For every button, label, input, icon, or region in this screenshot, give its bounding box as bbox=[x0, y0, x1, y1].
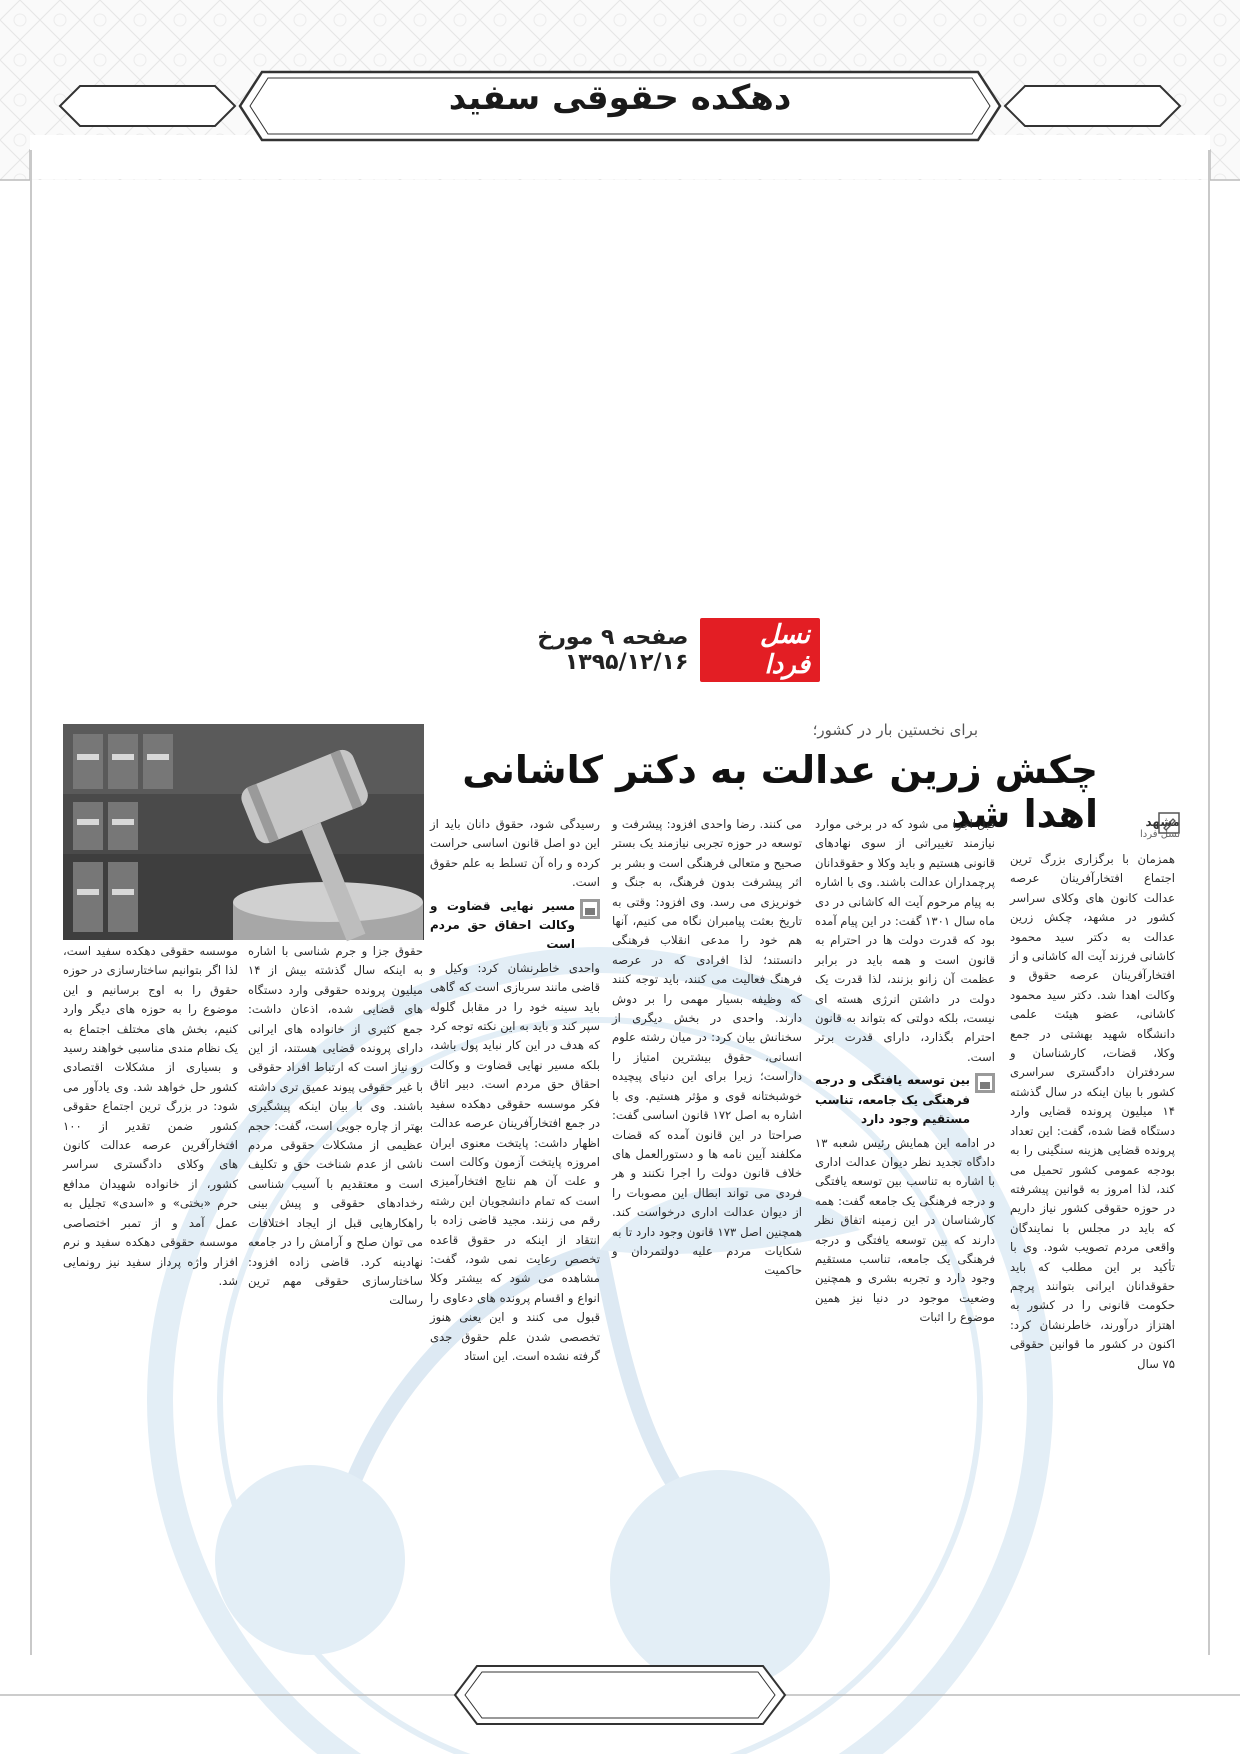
newspaper-logo: نسل فردا bbox=[700, 618, 820, 682]
article-column-1 bbox=[1010, 850, 1175, 1371]
column-text: می کنند. رضا واحدی افزود: پیشرفت و توسعه در حوزه تجربی نیازمند یک بستر صحیح و متعالی فرهنگی است و بشر بر اثر پیشرفت بدون فرهنگ، به جنگ و خونریزی می رسد. وی افزود: وقتی به تاریخ بعثت پیامبران نگاه می کنیم، آنها هم خود را مدعی انقلاب فرهنگی دانستند؛ لذا افرادی که در عرصه فرهنگ فعالیت می کنند، باید توجه کنند که وظیفه بسیار مهمی را بر دوش دارند. واحدی در بخش دیگری از سخنانش بیان کرد: در میان رشته علوم انسانی، حقوق بیشترین امتیاز را داراست؛ زیرا برای این دنیای پیچیده خوشبختانه قوی و مؤثر هستیم. وی با اشاره به اصل ۱۷۲ قانون اساسی گفت: صراحتا در این قانون آمده که قضات مکلفند آیین نامه ها و دستورالعمل های خلاف قانون دولت را اجرا نکنند و هر فردی می تواند ابطال این مصوبات را از دیوان عدالت اداری درخواست کند. همچنین اصل ۱۷۳ قانون وجود دارد تا به شکایات مردم علیه دولتمردان و حاکمیت bbox=[612, 817, 802, 1278]
article-column-5 bbox=[248, 942, 423, 1308]
column-text: واحدی خاطرنشان کرد: وکیل و قاضی مانند سربازی است که گاهی باید سینه خود را در مقابل گلوله سپر کند و باید به این نکته توجه کرد که هدف در این کار نباید پول باشد، بلکه مسیر نهایی قضاوت و وکالت احقاق حق مردم است. دبیر اتاق فکر موسسه حقوقی دهکده سفید در جمع افتخارآفرینان عرصه عدالت اظهار داشت: پایتخت معنوی ایران امروزه پایتخت آزمون وکالت است و علت آن هم نتایج افتخارآمیزی است که تمام دانشجویان این رشته رقم می زنند. مجید قاضی زاده با انتقاد از اینکه در حقوق قاعده تخصص رعایت نمی شود، گفت: مشاهده می شود که بیشتر وکلا انواع و اقسام پرونده های دعاوی را قبول می کنند و این یعنی هنوز تخصصی شدن علم حقوق جدی گرفته نشده است. این استاد bbox=[430, 960, 600, 1363]
section-subhead bbox=[815, 1071, 995, 1129]
issue-info: صفحه ۹ مورخ ۱۳۹۵/۱۲/۱۶ bbox=[537, 625, 689, 675]
article-column-4 bbox=[430, 815, 600, 1363]
column-text: رسیدگی شود، حقوق دانان باید از این دو اصل قانون اساسی حراست کرده و راه آن تسلط به علم حقوق است. bbox=[430, 817, 600, 890]
article-headline: چکش زرین عدالت به دکتر کاشانی اهدا شد bbox=[462, 748, 1098, 836]
article-column-2 bbox=[815, 815, 995, 1325]
pen-icon bbox=[1158, 812, 1180, 834]
left-border bbox=[30, 150, 32, 1655]
column-text: همزمان با برگزاری بزرگ ترین اجتماع افتخارآفرینان عرصه عدالت کانون های وکلای سراسر کشور در مشهد، چکش زرین عدالت به دکتر سید محمود کاشانی فرزند آیت اله کاشانی و از افتخارآفرینان عرصه حقوق و وکالت اهدا شد. دکتر سید محمود کاشانی، عضو هیئت علمی دانشگاه شهید بهشتی در جمع وکلا، قضات، کارشناسان و سردفتران دادگستری سراسری کشور با بیان اینکه در سال گذشته ۱۴ میلیون پرونده قضایی وارد دستگاه قضا شده، گفت: این تعداد پرونده قضایی هزینه سنگینی را به بودجه عمومی کشور تحمیل می کند، لذا امروز به قوانین پیشرفته در حوزه حقوقی کشور نیاز داریم که باید در مجلس با نمایندگان واقعی مردم تصویب شود. وی با تأکید بر این مطلب که باید حقوقدانان ایرانی بتوانند پرچم حکومت قانونی را در کشور به اهتزاز درآورند، خاطرنشان کرد: اکنون در کشور ما قوانین حقوقی ۷۵ سال bbox=[1010, 852, 1175, 1371]
subhead-text: مسیر نهایی قضاوت و وکالت احقاق حق مردم است bbox=[430, 898, 575, 952]
page-title: دهکده حقوقی سفید bbox=[448, 78, 792, 118]
column-text: قبل اجرا می شود که در برخی موارد نیازمند تغییراتی از سوی نهادهای قانونی هستیم و باید وکلا و حقوقدانان پرچمداران عدالت باشند. وی با اشاره به پیام مرحوم آیت اله کاشانی در دی ماه سال ۱۳۰۱ گفت: در این پیام آمده بود که قدرت دولت ها در احترام به قانون است و همه باید در برابر عظمت آن زانو بزنند، لذا قدرت یک دولت در داشتن انرژی هسته ای نیست، بلکه دولتی که بتواند به قانون احترام بگذارد، دارای قدرت برتر است. bbox=[815, 817, 995, 1064]
byline-source: نسل فردا bbox=[1140, 829, 1180, 840]
column-text: موسسه حقوقی دهکده سفید است، لذا اگر بتوانیم ساختارسازی در حوزه حقوق را به اوج برسانیم و این موضوع را به حوزه های دیگر وارد کنیم، بخش های مختلف اجتماع به یک نظام مندی مناسبی خواهند رسید و بسیاری از مشکلات اقتصادی کشور حل خواهد شد. وی یادآور می شود: در بزرگ ترین اجتماع حقوقی کشور ضمن تقدیر از ۱۰۰ افتخارآفرین عرصه عدالت کانون های وکلای دادگستری سراسر کشور، از خانواده شهیدان مدافع حرم «بختی» و «اسدی» تجلیل به عمل آمد و از تمبر اختصاصی موسسه حقوقی دهکده سفید و نرم افزار واژه پرداز سفید نیز رونمایی شد. bbox=[63, 944, 238, 1288]
right-border bbox=[1208, 150, 1210, 1655]
source-line bbox=[420, 620, 820, 680]
article-kicker: برای نخستین بار در کشور؛ bbox=[812, 721, 978, 739]
byline bbox=[1050, 815, 1180, 840]
gavel-photo bbox=[63, 724, 424, 940]
square-bullet-icon bbox=[580, 899, 600, 919]
article-column-3 bbox=[612, 815, 802, 1278]
article-column-6 bbox=[63, 942, 238, 1288]
square-bullet-icon bbox=[975, 1073, 995, 1093]
column-text: حقوق جزا و جرم شناسی با اشاره به اینکه سال گذشته بیش از ۱۴ میلیون پرونده حقوقی وارد دستگاه های قضایی شده، اذعان داشت: جمع کثیری از خانواده های ایرانی دارای پرونده قضایی هستند، از این رو نیاز است که ارتباط افراد حقوقی با غیر حقوقی پیوند عمیق تری داشته باشند. وی با بیان اینکه پیشگیری بهتر از چاره جویی است، گفت: حجم عظیمی از مشکلات حقوقی مردم ناشی از عدم شناخت حق و تکلیف است و معتقدیم با آسیب شناسی رخدادهای حقوقی و پیش بینی راهکارهایی قبل از ایجاد اختلافات می توان صلح و آرامش را در جامعه نهادینه کرد. قاضی زاده افزود: ساختارسازی حقوقی مهم ترین رسالت bbox=[248, 944, 423, 1308]
byline-city: مشهد bbox=[1145, 815, 1180, 829]
section-subhead bbox=[430, 897, 600, 955]
footer-ornament bbox=[0, 1640, 1240, 1740]
column-text: در ادامه این همایش رئیس شعبه ۱۳ دادگاه تجدید نظر دیوان عدالت اداری با اشاره به تناسب بین توسعه یافتگی و درجه فرهنگی یک جامعه گفت: همه کارشناسان در این زمینه اتفاق نظر دارند که بین توسعه یافتگی و درجه فرهنگی یک جامعه، تناسب مستقیم وجود دارد و تجربه بشری و همچنین وضعیت موجود در دنیا نیز همین موضوع را اثبات bbox=[815, 1135, 995, 1325]
subhead-text: بین توسعه یافتگی و درجه فرهنگی یک جامعه، تناسب مستقیم وجود دارد bbox=[815, 1073, 970, 1127]
